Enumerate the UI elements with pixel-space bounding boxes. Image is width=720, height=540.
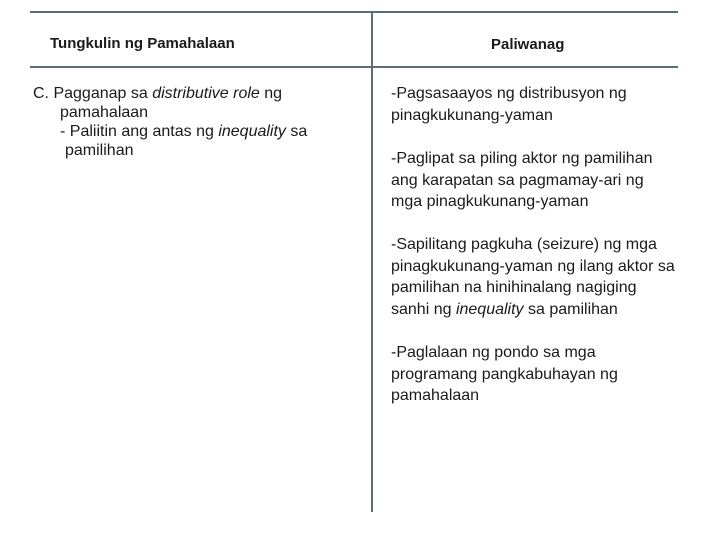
right-item-4 xyxy=(391,342,716,407)
left-cell-line xyxy=(33,122,363,141)
left-line3-italic: inequality xyxy=(218,123,286,140)
header-paliwanag: Paliwanag xyxy=(491,36,565,53)
table-column-divider xyxy=(371,12,373,512)
right-item3-line4-suffix: sa pamilihan xyxy=(523,300,618,318)
right-item-line: pamilihan na hinihinalang nagiging xyxy=(391,279,637,296)
right-item-line xyxy=(391,299,716,321)
left-cell-line: pamilihan xyxy=(65,142,134,159)
header-tungkulin: Tungkulin ng Pamahalaan xyxy=(50,35,235,52)
left-cell-line xyxy=(33,84,363,103)
right-item-line: pamahalaan xyxy=(391,387,480,404)
right-item-line: -Sapilitang pagkuha (seizure) ng mga xyxy=(391,236,657,253)
left-line1-italic: distributive role xyxy=(152,85,260,102)
right-item3-line4-prefix: sanhi ng xyxy=(391,300,456,318)
right-item-line: -Pagsasaayos ng distribusyon ng xyxy=(391,85,627,102)
right-item-line: programang pangkabuhayan ng xyxy=(391,365,618,383)
right-item-2 xyxy=(391,148,716,213)
right-item-line: -Paglipat sa piling aktor ng pamilihan xyxy=(391,150,653,167)
right-item-line: mga pinagkukunang-yaman xyxy=(391,193,589,210)
left-line3-prefix: - Paliitin ang antas ng xyxy=(60,123,219,140)
right-item-1 xyxy=(391,83,716,126)
right-item-3 xyxy=(391,234,716,320)
table-header-rule xyxy=(30,66,678,68)
left-line3-suffix: sa xyxy=(285,123,308,140)
left-line1-suffix: ng xyxy=(259,85,283,102)
left-cell-role xyxy=(33,84,363,160)
right-item-line: ang karapatan sa pagmamay-ari ng xyxy=(391,171,644,189)
right-item3-line4-italic: inequality xyxy=(455,300,524,318)
right-item-line: -Paglalaan ng pondo sa mga xyxy=(391,344,596,361)
right-item-line: pinagkukunang-yaman xyxy=(391,106,553,124)
left-line1-prefix: C. Pagganap sa xyxy=(33,85,153,102)
table-top-rule xyxy=(30,11,678,13)
right-item-line: pinagkukunang-yaman ng ilang aktor sa xyxy=(391,257,675,275)
left-cell-line: pamahalaan xyxy=(60,104,149,121)
